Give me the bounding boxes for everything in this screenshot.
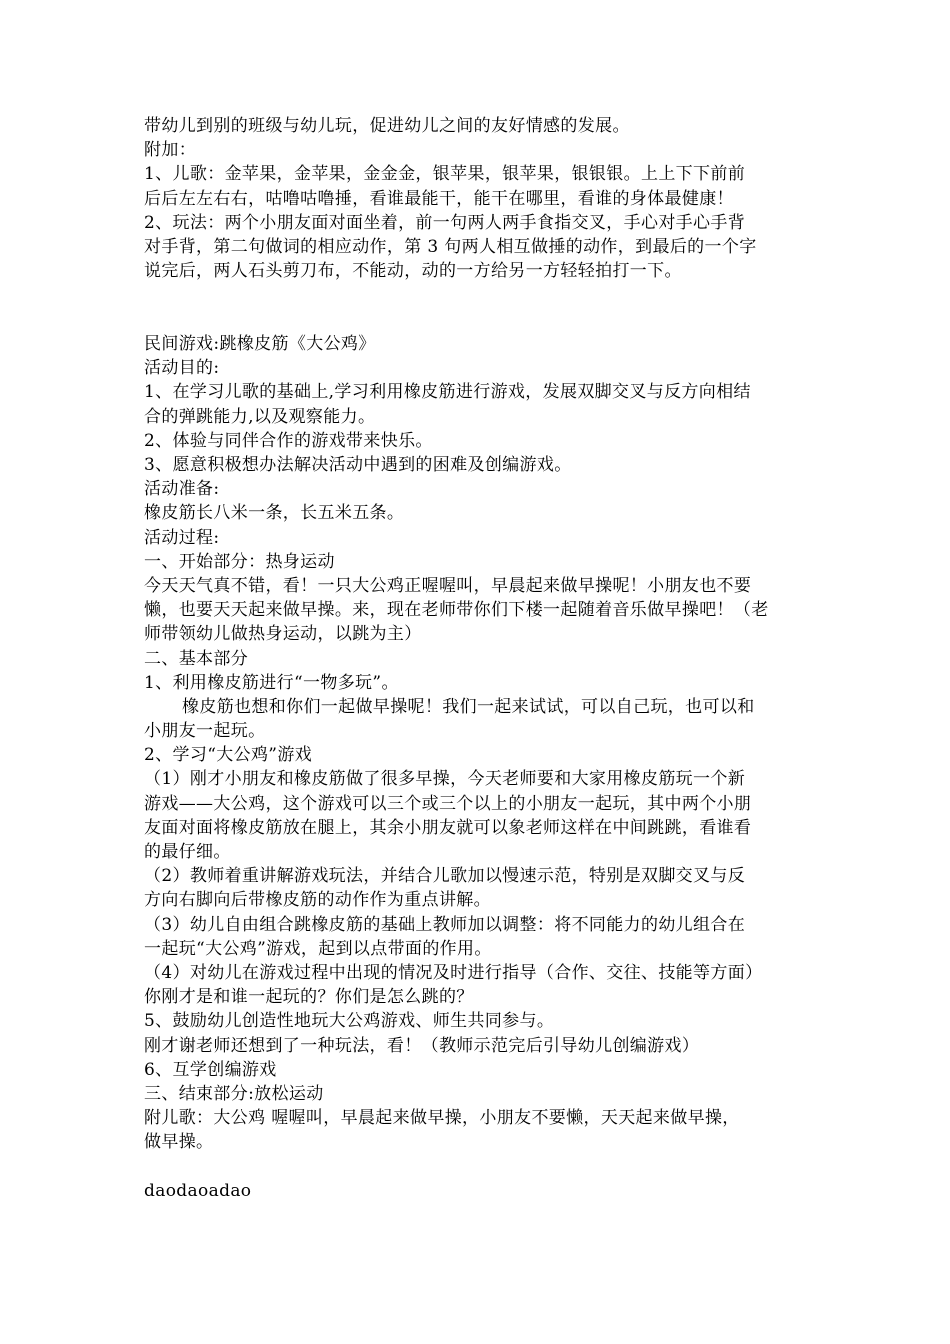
text-line: 小朋友一起玩。	[144, 721, 266, 742]
section-title: 民间游戏:跳橡皮筋《大公鸡》	[144, 334, 376, 355]
text-line: （1）刚才小朋友和橡皮筋做了很多早操，今天老师要和大家用橡皮筋玩一个新	[144, 769, 746, 790]
text-line: 一、开始部分：热身运动	[144, 551, 335, 572]
text-line: 活动过程:	[144, 527, 220, 548]
text-line: 3、愿意积极想办法解决活动中遇到的困难及创编游戏。	[144, 455, 572, 476]
text-line: 活动目的:	[144, 358, 220, 379]
text-line: 附儿歌：大公鸡 喔喔叫，早晨起来做早操，小朋友不要懒，天天起来做早操，	[144, 1108, 740, 1129]
text-line: 一起玩“大公鸡”游戏，起到以点带面的作用。	[144, 938, 492, 959]
text-line: 懒，也要天天起来做早操。来，现在老师带你们下楼一起随着音乐做早操吧！（老	[144, 600, 769, 621]
text-line: 方向右脚向后带橡皮筋的动作作为重点讲解。	[144, 890, 491, 911]
text-line: 合的弹跳能力,以及观察能力。	[144, 406, 376, 427]
blank-line	[144, 1154, 816, 1178]
text-line: 5、鼓励幼儿创造性地玩大公鸡游戏、师生共同参与。	[144, 1011, 555, 1032]
text-line-indented: 橡皮筋也想和你们一起做早操呢！我们一起来试试，可以自己玩，也可以和	[182, 696, 755, 717]
blank-line	[144, 283, 816, 307]
text-line: 你刚才是和谁一起玩的？你们是怎么跳的？	[144, 987, 474, 1008]
text-line: 1、利用橡皮筋进行“一物多玩”。	[144, 672, 399, 693]
text-line: 游戏——大公鸡，这个游戏可以三个或三个以上的小朋友一起玩，其中两个小朋	[144, 793, 752, 814]
text-line: 6、互学创编游戏	[144, 1059, 277, 1080]
text-line: 1、儿歌：金苹果，金苹果，金金金，银苹果，银苹果，银银银。上上下下前前	[144, 164, 746, 185]
text-line: 2、学习“大公鸡”游戏	[144, 745, 313, 766]
text-line: 2、体验与同伴合作的游戏带来快乐。	[144, 430, 433, 451]
text-line: （4）对幼儿在游戏过程中出现的情况及时进行指导（合作、交往、技能等方面）	[144, 962, 763, 983]
document-page	[144, 114, 816, 1203]
text-line: 对手背，第二句做词的相应动作，第 3 句两人相互做捶的动作，到最后的一个字	[144, 236, 757, 257]
text-line: 橡皮筋长八米一条，长五米五条。	[144, 503, 405, 524]
text-line: 2、玩法：两个小朋友面对面坐着，前一句两人两手食指交叉，手心对手心手背	[144, 212, 746, 233]
text-line: 说完后，两人石头剪刀布，不能动，动的一方给另一方轻轻拍打一下。	[144, 261, 682, 282]
text-line: 的最仔细。	[144, 842, 231, 863]
text-line: （3）幼儿自由组合跳橡皮筋的基础上教师加以调整：将不同能力的幼儿组合在	[144, 914, 746, 935]
text-line: 1、在学习儿歌的基础上,学习利用橡皮筋进行游戏，发展双脚交叉与反方向相结	[144, 382, 751, 403]
text-line: （2）教师着重讲解游戏玩法，并结合儿歌加以慢速示范，特别是双脚交叉与反	[144, 866, 746, 887]
text-line: 师带领幼儿做热身运动，以跳为主）	[144, 624, 422, 645]
text-line: 今天天气真不错，看！一只大公鸡正喔喔叫，早晨起来做早操呢！小朋友也不要	[144, 575, 752, 596]
blank-line	[144, 308, 816, 332]
text-line: 活动准备:	[144, 479, 220, 500]
text-line: 带幼儿到别的班级与幼儿玩，促进幼儿之间的友好情感的发展。	[144, 116, 630, 136]
text-line: 二、基本部分	[144, 648, 249, 669]
text-line: 附加：	[144, 140, 197, 161]
footer-text: daodaoadao	[144, 1180, 252, 1201]
text-line: 三、结束部分:放松运动	[144, 1083, 324, 1104]
text-line: 刚才谢老师还想到了一种玩法，看！（教师示范完后引导幼儿创编游戏）	[144, 1035, 700, 1056]
text-line: 做早操。	[144, 1132, 214, 1153]
text-line: 友面对面将橡皮筋放在腿上，其余小朋友就可以象老师这样在中间跳跳，看谁看	[144, 817, 752, 838]
text-line: 后后左左右右，咕噜咕噜捶，看谁最能干，能干在哪里，看谁的身体最健康！	[144, 188, 734, 209]
